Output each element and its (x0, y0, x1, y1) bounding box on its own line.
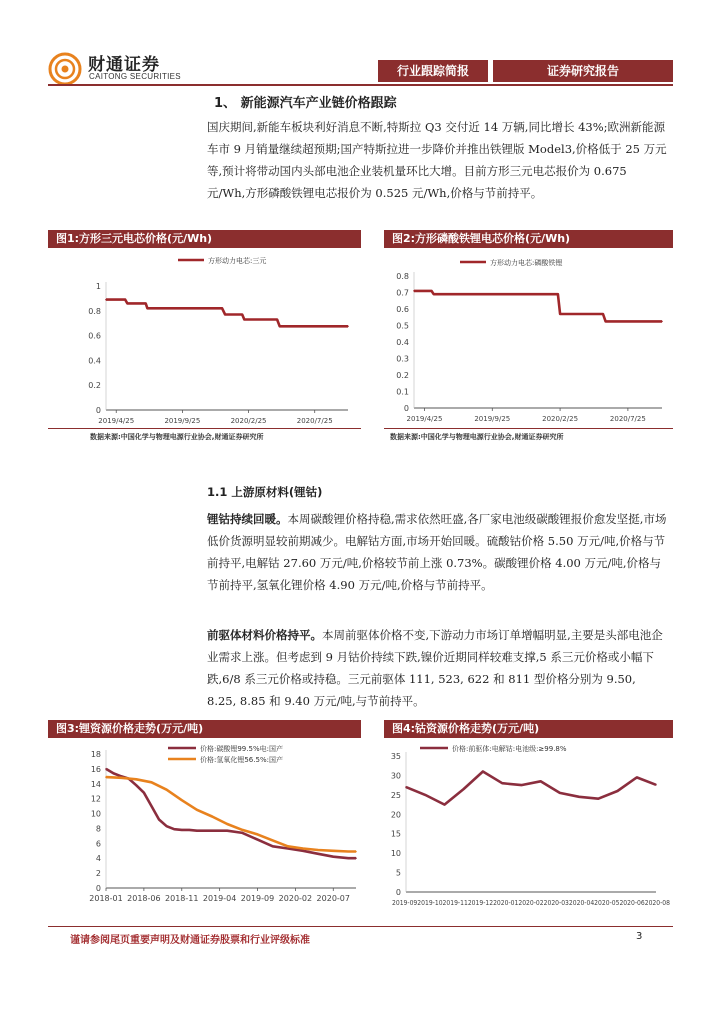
data-point (413, 290, 415, 292)
header-divider (48, 84, 673, 86)
data-point (348, 857, 350, 859)
x-tick-label: 2020/7/25 (609, 415, 646, 423)
data-point (105, 776, 107, 778)
data-point (147, 308, 149, 310)
data-point (287, 848, 289, 850)
data-point (143, 792, 145, 794)
paragraph-lead: 锂钴持续回暖。 (207, 512, 288, 526)
figure4-chart (384, 738, 673, 910)
y-tick-label: 0 (395, 888, 401, 897)
data-point (105, 768, 107, 770)
data-point (242, 832, 244, 834)
data-point (257, 839, 259, 841)
data-point (166, 825, 168, 827)
data-point (272, 846, 274, 848)
y-tick-label: 30 (390, 771, 401, 781)
figure2-source: 数据来源:中国化学与物理电源行业协会,财通证券研究所 (390, 433, 564, 441)
data-point (127, 303, 129, 305)
y-tick-label: 0.5 (396, 321, 409, 331)
data-point (196, 830, 198, 832)
data-point (181, 799, 183, 801)
data-point (602, 313, 604, 315)
data-point (166, 789, 168, 791)
figure3-title: 图3:锂资源价格走势(万元/吨) (48, 720, 361, 738)
data-point (241, 314, 243, 316)
y-tick-label: 8 (95, 824, 101, 834)
paragraph-body: 本周碳酸锂价格持稳,需求依然旺盛,各厂家电池级碳酸锂报价愈发坚挺,市场低价货源明显较前期减少。电解钴方面,市场开始回暖。硫酸钴价格 5.50 万元/吨,价格与节前持平,电解钴 27.60 万元/吨,价格较节前上涨 0.73%。碳酸锂价格 4.00 万元/吨,价格与节前持平,氢氧化锂价格 4.90 万元/吨,价格与节前持平。 (207, 512, 667, 592)
y-tick-label: 35 (390, 752, 401, 761)
legend-label: 方形动力电芯:三元 (208, 257, 267, 265)
data-point (105, 299, 107, 301)
data-point (196, 809, 198, 811)
y-tick-label: 0.2 (88, 381, 101, 391)
y-tick-label: 0.1 (396, 387, 409, 397)
data-point (405, 786, 407, 788)
data-point (617, 790, 619, 792)
data-point (482, 771, 484, 773)
y-tick-label: 0.8 (88, 306, 101, 316)
logo-mark-icon (48, 52, 82, 86)
y-tick-label: 12 (90, 794, 101, 804)
data-point (221, 308, 223, 310)
y-tick-label: 20 (390, 810, 401, 820)
logo-text: 财通证券 (88, 55, 160, 75)
x-tick-label: 2019/9/25 (474, 415, 511, 423)
paragraph-body: 本周前驱体价格不变,下游动力市场订单增幅明显,主要是头部电池企业需求上涨。但考虑到 9 月钴价持续下跌,镍价近期同样较难支撑,5 系三元价格或小幅下跌,6/8 系三元价格或持稳。三元前驱体 111, 523, 622 和 811 型价格分别为 9.50, 8.25, 8.85 和 9.40 万元/吨,与节前持平。 (207, 628, 663, 708)
paragraph-lead: 前驱体材料价格持平。 (207, 628, 322, 642)
y-tick-label: 0.4 (88, 356, 101, 366)
x-tick-label: 2019-04 (202, 894, 237, 903)
y-tick-label: 0.6 (88, 331, 101, 341)
series-line-1 (106, 769, 356, 858)
data-point (348, 851, 350, 853)
data-point (636, 777, 638, 779)
y-tick-label: 2 (95, 869, 101, 879)
figure4-title: 图4:钴资源价格走势(万元/吨) (384, 720, 673, 738)
y-tick-label: 18 (90, 750, 101, 759)
report-category-tag: 证券研究报告 (493, 60, 673, 82)
data-point (226, 823, 228, 825)
x-tick-label: 2020-07 (316, 894, 350, 903)
y-tick-label: 4 (95, 854, 101, 864)
y-tick-label: 0 (95, 884, 101, 893)
report-type-tag: 行业跟踪简报 (378, 60, 488, 82)
figure2-title: 图2:方形磷酸铁锂电芯价格(元/Wh) (384, 230, 673, 248)
data-point (242, 829, 244, 831)
data-point (181, 829, 183, 831)
footer-disclaimer: 谨请参阅尾页重要声明及财通证券股票和行业评级标准 (70, 935, 310, 946)
figure1-chart (48, 248, 361, 428)
y-tick-label: 0.4 (396, 338, 409, 347)
y-tick-label: 25 (390, 790, 401, 800)
legend-label: 方形动力电芯:磷酸铁锂 (490, 259, 563, 267)
data-point (559, 792, 561, 794)
data-point (287, 846, 289, 848)
data-point (655, 784, 657, 786)
figure2-bottom-rule (384, 428, 673, 429)
y-tick-label: 10 (90, 809, 101, 819)
data-point (158, 819, 160, 821)
x-tick-label: 2019/4/25 (98, 417, 135, 425)
figure1-title: 图1:方形三元电芯价格(元/Wh) (48, 230, 361, 248)
y-tick-label: 1 (95, 282, 101, 291)
data-point (151, 805, 153, 807)
figure2-chart (384, 248, 673, 428)
paragraph-lithium-cobalt (207, 508, 667, 596)
data-point (424, 794, 426, 796)
legend-label: 价格:碳酸锂99.5%电:国产 (200, 745, 283, 753)
data-point (257, 834, 259, 836)
x-tick-label: 2020/2/25 (230, 417, 267, 425)
legend-label: 价格:氢氧化锂56.5%:国产 (200, 756, 283, 764)
legend-label: 价格:前驱体:电解钴:电池级:≥99.8% (452, 745, 567, 753)
data-point (120, 777, 122, 779)
y-tick-label: 0.2 (396, 371, 409, 380)
data-point (347, 326, 349, 328)
data-point (145, 303, 147, 305)
y-tick-label: 0.3 (396, 354, 409, 364)
x-tick-label: 2020-02 (278, 894, 313, 903)
data-point (173, 828, 175, 830)
data-point (151, 781, 153, 783)
y-tick-label: 0.7 (396, 288, 409, 298)
x-tick-label: 2020/7/25 (296, 417, 333, 425)
data-point (598, 798, 600, 800)
series-line-1 (414, 291, 662, 322)
data-point (211, 830, 213, 832)
y-tick-label: 5 (395, 868, 401, 878)
data-point (302, 848, 304, 850)
data-point (136, 779, 138, 781)
subsection-title: 1.1 上游原材料(锂钴) (207, 485, 323, 499)
footer-divider (48, 926, 673, 927)
data-point (136, 784, 138, 786)
series-line-1 (106, 300, 348, 327)
data-point (431, 290, 433, 292)
y-tick-label: 0 (95, 406, 101, 415)
data-point (276, 319, 278, 321)
y-tick-label: 16 (90, 764, 101, 774)
y-tick-label: 10 (390, 849, 401, 859)
data-point (332, 850, 334, 852)
data-point (332, 856, 334, 858)
data-point (521, 784, 523, 786)
data-point (444, 804, 446, 806)
x-tick-label: 2019-09 (240, 894, 275, 903)
figure1-bottom-rule (48, 428, 361, 429)
y-tick-label: 6 (95, 839, 101, 849)
data-point (578, 796, 580, 798)
figure3-chart (48, 738, 361, 910)
data-point (559, 313, 561, 315)
data-point (302, 850, 304, 852)
data-point (113, 773, 115, 775)
x-tick-label: 2019/4/25 (406, 415, 443, 423)
data-point (317, 849, 319, 851)
data-point (279, 326, 281, 328)
x-tick-label: 2019-092019-102019-112019-122020-012020-022020-032020-042020-052020-062020-08 (392, 899, 670, 907)
data-point (224, 314, 226, 316)
data-point (355, 851, 357, 853)
data-point (272, 840, 274, 842)
y-tick-label: 0.8 (396, 272, 409, 281)
paragraph-precursor (207, 624, 667, 712)
data-point (605, 321, 607, 323)
data-point (557, 293, 559, 295)
series-line-2 (106, 777, 356, 851)
data-point (501, 782, 503, 784)
data-point (226, 830, 228, 832)
y-tick-label: 14 (90, 779, 101, 789)
data-point (661, 321, 663, 323)
logo-subtext: CAITONG SECURITIES (89, 72, 181, 81)
data-point (433, 293, 435, 295)
x-tick-label: 2018-11 (165, 894, 199, 903)
section-title: 1、 新能源汽车产业链价格跟踪 (214, 96, 397, 111)
data-point (124, 299, 126, 301)
data-point (211, 816, 213, 818)
data-point (243, 319, 245, 321)
data-point (355, 857, 357, 859)
x-tick-label: 2020/2/25 (542, 415, 579, 423)
x-tick-label: 2018-01 (89, 894, 123, 903)
y-tick-label: 15 (390, 829, 401, 839)
data-point (463, 788, 465, 790)
x-tick-label: 2018-06 (127, 894, 161, 903)
data-point (189, 829, 191, 831)
data-point (540, 780, 542, 782)
y-tick-label: 0 (403, 404, 409, 413)
data-point (317, 853, 319, 855)
paragraph-intro: 国庆期间,新能车板块利好消息不断,特斯拉 Q3 交付近 14 万辆,同比增长 43%;欧洲新能源车市 9 月销量继续超预期;国产特斯拉进一步降价并推出铁锂版 Model3,价格低于 25 万元等,预计将带动国内头部电池企业装机量环比大增。目前方形三元电芯报价为 0.675 元/Wh,方形磷酸铁锂电芯报价为 0.525 元/Wh,价格与节前持平。 (207, 120, 667, 200)
x-tick-label: 2019/9/25 (164, 417, 201, 425)
figure1-source: 数据来源:中国化学与物理电源行业协会,财通证券研究所 (90, 433, 264, 441)
page-number: 3 (636, 931, 643, 942)
y-tick-label: 0.6 (396, 305, 409, 314)
series-line-1 (406, 772, 656, 805)
